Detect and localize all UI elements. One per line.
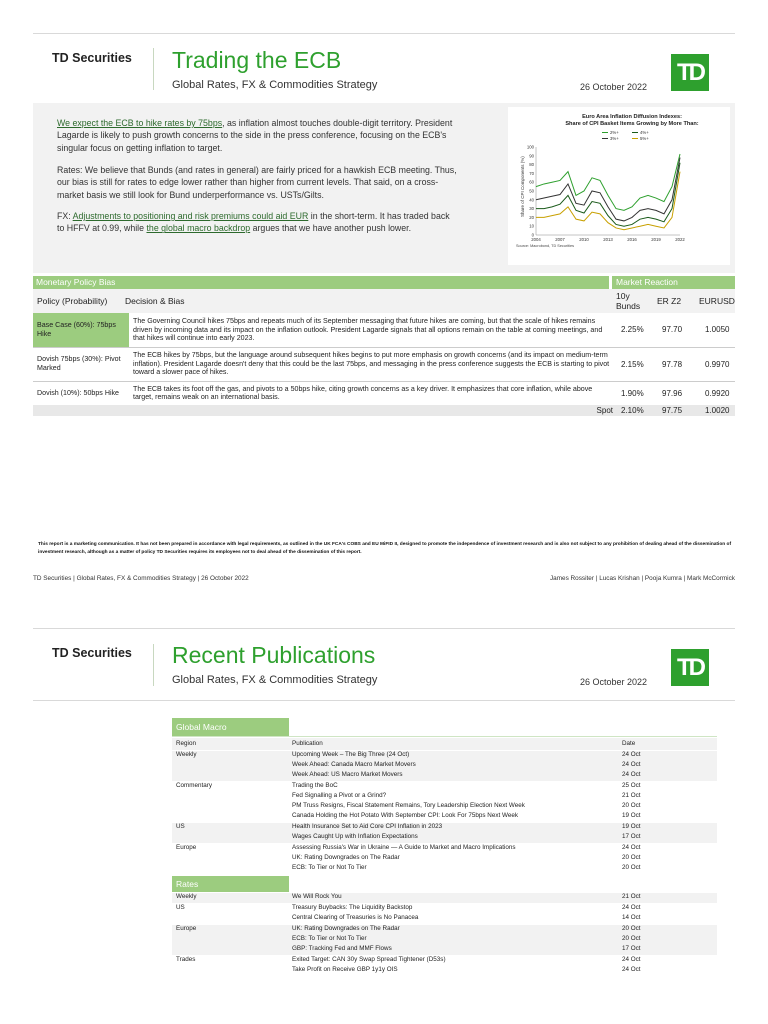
- brand-name-2: TD Securities: [52, 646, 132, 660]
- section-rates: Rates: [172, 876, 289, 892]
- chart-ylabel: Share of CPI Components (%): [520, 156, 525, 217]
- table-row: [172, 925, 717, 936]
- publication-link[interactable]: Treasury Buybacks: The Liquidity Backstop: [292, 904, 413, 911]
- inflation-chart: [508, 107, 730, 265]
- publication-link[interactable]: UK: Rating Downgrades on The Radar: [292, 925, 400, 932]
- header-divider: [153, 48, 154, 90]
- region-cell: [172, 812, 288, 823]
- x-tick-label: 2013: [603, 237, 613, 242]
- table-row: [172, 751, 717, 762]
- publication-link[interactable]: ECB: To Tier or Not To Tier: [292, 864, 367, 871]
- td-logo-2: [671, 649, 709, 686]
- publication-link[interactable]: PM Truss Resigns, Fiscal Statement Remains, Tory Leadership Election Next Week: [292, 802, 525, 809]
- col-region: Region: [176, 740, 196, 747]
- date-cell: 20 Oct: [622, 864, 641, 871]
- td-logo-text-2: TD: [677, 653, 703, 681]
- table-row: [172, 945, 717, 956]
- col-date: Date: [622, 740, 636, 747]
- spot-er: 97.75: [662, 406, 683, 415]
- policy-cell: Dovish (10%): 50bps Hike: [37, 388, 120, 397]
- ecb-hike-link[interactable]: We expect the ECB to hike rates by 75bps: [57, 118, 223, 128]
- date-cell: 20 Oct: [622, 925, 641, 932]
- y-tick-label: 40: [529, 197, 534, 203]
- table-row: [172, 854, 717, 864]
- er-cell: 97.96: [662, 388, 683, 398]
- table-row: [172, 914, 717, 925]
- series-line-5%+: [536, 172, 680, 230]
- date-cell: 24 Oct: [622, 956, 641, 963]
- decision-cell: The ECB hikes by 75bps, but the language around subsequent hikes begins to put more emphasis on growth concerns (and its impact on medium-term inflation). President Lagarde doesn't deny that this could be the last 75bps, and messaging in the press conference suggests the ECB is starting to pivot toward a slower pace of hikes.: [133, 351, 610, 377]
- td-logo: [671, 54, 709, 91]
- footer-authors: James Rossiter | Lucas Krishan | Pooja Kumra | Mark McCormick: [549, 575, 735, 582]
- publication-link[interactable]: ECB: To Tier or Not To Tier: [292, 935, 367, 942]
- table-row: [33, 313, 735, 347]
- policy-table: [33, 313, 735, 416]
- publication-link[interactable]: Take Profit on Receive GBP 1y1y OIS: [292, 966, 398, 973]
- rates-section-row: [172, 874, 717, 893]
- policy-cell: Base Case (60%): 75bps Hike: [33, 313, 129, 347]
- region-cell: [172, 761, 288, 771]
- table-row: [172, 782, 717, 793]
- date-cell: 24 Oct: [622, 904, 641, 911]
- publication-link[interactable]: Trading the BoC: [292, 782, 338, 789]
- page2-header-divider: [33, 700, 735, 701]
- mpb-header-bar: [33, 276, 609, 289]
- table-row: [33, 347, 735, 381]
- table-row: [172, 893, 717, 904]
- global-macro-link[interactable]: the global macro backdrop: [146, 223, 251, 234]
- chart-title-line2: Share of CPI Basket Items Growing by More Than:: [565, 121, 699, 127]
- para3-text-a: FX:: [57, 211, 73, 221]
- publication-link[interactable]: Fed Signalling a Pivot or a Grind?: [292, 792, 387, 799]
- td-logo-text: TD: [677, 58, 703, 86]
- date-cell: 24 Oct: [622, 771, 641, 778]
- header-divider-2: [153, 644, 154, 686]
- mpb-header: Monetary Policy Bias: [36, 277, 116, 287]
- y-tick-label: 60: [529, 179, 534, 185]
- summary-paragraph-3: [57, 210, 457, 235]
- table-row: [172, 761, 717, 771]
- date-cell: 17 Oct: [622, 945, 641, 952]
- region-cell: Europe: [176, 844, 197, 851]
- mr-header-bar: [612, 276, 735, 289]
- mr-header: Market Reaction: [616, 277, 678, 287]
- chart-series: [536, 154, 680, 230]
- table-row: [172, 833, 717, 844]
- date-cell: 21 Oct: [622, 893, 641, 900]
- summary-paragraph-2: Rates: We believe that Bunds (and rates in general) are fairly priced for a hawkish ECB meeting. Thus, our bias is still for rates to edge lower rather than higher from current levels. That said, on a cross-market basis we still look for Bund underperformance vs. USTs/Gilts.: [57, 165, 457, 200]
- para3-text-c: argues that we have another push lower.: [250, 223, 412, 234]
- page-title: Trading the ECB: [172, 47, 342, 73]
- positioning-link[interactable]: Adjustments to positioning and risk premiums could aid EUR: [72, 211, 309, 221]
- region-cell: [172, 914, 288, 925]
- x-tick-label: 2016: [627, 237, 637, 242]
- col-bunds: 10y Bunds: [616, 291, 641, 311]
- publication-link[interactable]: Canada Holding the Hot Potato With September CPI: Look For 75bps Next Week: [292, 812, 518, 819]
- col-decision: Decision & Bias: [125, 296, 185, 306]
- eurusd-cell: 0.9970: [705, 359, 730, 369]
- date-cell: 20 Oct: [622, 935, 641, 942]
- macro-publications: [172, 738, 717, 976]
- y-tick-label: 80: [529, 162, 534, 168]
- para3-text-b: in the short-term. It has traded back to HFFV at 0.99, while: [57, 211, 450, 234]
- table-row: [172, 792, 717, 802]
- date-cell: 14 Oct: [622, 914, 641, 921]
- x-tick-label: 2019: [651, 237, 661, 242]
- report-date-2: 26 October 2022: [580, 677, 648, 687]
- region-cell: [172, 966, 288, 976]
- region-cell: [172, 935, 288, 945]
- y-tick-label: 50: [529, 188, 534, 194]
- table-row: [172, 956, 717, 967]
- section-rule: [172, 736, 717, 737]
- date-cell: 24 Oct: [622, 751, 641, 758]
- series-line-2%+: [536, 154, 680, 210]
- spot-bunds: 2.10%: [621, 406, 644, 415]
- col-policy: Policy (Probability): [37, 296, 108, 306]
- y-tick-label: 90: [529, 153, 534, 159]
- page2-top-border: [33, 628, 735, 629]
- date-cell: 17 Oct: [622, 833, 641, 840]
- date-cell: 25 Oct: [622, 782, 641, 789]
- y-tick-label: 10: [529, 223, 534, 229]
- spot-row: [33, 405, 735, 416]
- table-row: [172, 823, 717, 834]
- date-cell: 24 Oct: [622, 966, 641, 973]
- publications-table: [172, 738, 717, 976]
- region-cell: Commentary: [176, 782, 213, 789]
- spot-eurusd: 1.0020: [705, 406, 730, 415]
- policy-cell: Dovish 75bps (30%): Pivot Marked: [37, 355, 121, 372]
- decision-cell: The Governing Council hikes 75bps and repeats much of its September messaging that future hikes are coming, but that the scale of hikes remains driven by incoming data and its impact on the inflation outlook. President Lagarde signals that all options remain on the table at coming meetings, and that hikes will continue into early 2023.: [133, 317, 603, 342]
- para1-text: , as inflation almost touches double-digit territory. President Lagarde is likely to push growth concerns to the side in the press conference, focusing on the ECB's singular focus on getting inflation to target.: [57, 118, 453, 153]
- table-row: [172, 844, 717, 855]
- date-cell: 20 Oct: [622, 802, 641, 809]
- x-tick-label: 2004: [531, 237, 541, 242]
- date-cell: 24 Oct: [622, 844, 641, 851]
- publication-link[interactable]: Wages Caught Up with Inflation Expectations: [292, 833, 418, 840]
- footer-left: TD Securities | Global Rates, FX & Commodities Strategy | 26 October 2022: [33, 575, 249, 582]
- mpb-col-header-row: [33, 289, 735, 313]
- eurusd-cell: 1.0050: [705, 325, 730, 335]
- y-tick-label: 0: [531, 232, 534, 238]
- series-line-3%+: [536, 158, 680, 221]
- col-eurusd: EURUSD: [699, 296, 735, 306]
- region-cell: [172, 833, 288, 844]
- table-row: [172, 802, 717, 812]
- spot-label: Spot: [596, 406, 613, 415]
- region-cell: [172, 771, 288, 782]
- region-cell: [172, 854, 288, 864]
- page-subtitle: Global Rates, FX & Commodities Strategy: [172, 79, 378, 91]
- publication-link[interactable]: Exited Target: CAN 30y Swap Spread Tightener (D53s): [292, 956, 446, 963]
- region-cell: Weekly: [176, 893, 197, 900]
- region-cell: US: [176, 823, 185, 830]
- table-row: [172, 812, 717, 823]
- page-title-2: Recent Publications: [172, 642, 376, 668]
- publication-link[interactable]: We Will Rock You: [292, 893, 342, 900]
- region-cell: Trades: [176, 956, 196, 963]
- date-cell: 20 Oct: [622, 854, 641, 861]
- col-publication: Publication: [292, 740, 323, 747]
- date-cell: 24 Oct: [622, 761, 641, 768]
- table-row: [172, 904, 717, 915]
- er-cell: 97.78: [662, 359, 683, 369]
- publication-link[interactable]: Central Clearing of Treasuries is No Panacea: [292, 914, 419, 921]
- report-date: 26 October 2022: [580, 82, 648, 92]
- chart-source: Source: Macrobond, TD Securities: [516, 244, 574, 248]
- page-subtitle-2: Global Rates, FX & Commodities Strategy: [172, 674, 378, 686]
- publication-link[interactable]: Upcoming Week – The Big Three (24 Oct): [292, 751, 410, 758]
- y-tick-label: 70: [529, 170, 534, 176]
- x-tick-label: 2022: [675, 237, 685, 242]
- section-global-macro: Global Macro: [176, 722, 227, 732]
- table-row: [33, 381, 735, 405]
- date-cell: 19 Oct: [622, 823, 641, 830]
- legend-label: 3%+: [610, 136, 619, 141]
- table-row: [172, 966, 717, 976]
- publication-link[interactable]: Health Insurance Set to Aid Core CPI Inflation in 2023: [292, 823, 443, 830]
- legend-label: 4%+: [640, 130, 649, 135]
- publication-link[interactable]: Week Ahead: US Macro Market Movers: [292, 771, 403, 778]
- bunds-cell: 1.90%: [621, 388, 644, 398]
- legend-label: 2%+: [610, 130, 619, 135]
- summary-paragraph-1: [57, 117, 457, 154]
- chart-title-line1: Euro Area Inflation Diffusion Indexes:: [582, 114, 682, 120]
- col-er-z2: ER Z2: [657, 296, 682, 306]
- publication-link[interactable]: GBP: Tracking Fed and MMF Flows: [292, 945, 392, 952]
- page1-top-border: [33, 33, 735, 34]
- table-row: [172, 935, 717, 945]
- region-cell: [172, 802, 288, 812]
- y-tick-label: 30: [529, 206, 534, 212]
- date-cell: 21 Oct: [622, 792, 641, 799]
- region-cell: US: [176, 904, 185, 911]
- table-row: [172, 771, 717, 782]
- bunds-cell: 2.25%: [621, 325, 644, 335]
- legend-label: 5%+: [640, 136, 649, 141]
- table-row: [172, 864, 717, 874]
- table-header-row: [172, 738, 717, 751]
- global-macro-tab: [172, 718, 289, 736]
- brand-name: TD Securities: [52, 51, 132, 65]
- publication-link[interactable]: Week Ahead: Canada Macro Market Movers: [292, 761, 416, 768]
- decision-cell: The ECB takes its foot off the gas, and pivots to a 50bps hike, citing growth concerns as a key driver. It emphasizes that core inflation, while above target, remains weak on an international basis.: [133, 384, 593, 402]
- inflation-chart-svg: [508, 107, 730, 265]
- chart-legend: [602, 130, 649, 141]
- y-tick-label: 20: [529, 214, 534, 220]
- disclaimer: This report is a marketing communication. It has not been prepared in accordance with legal requirements, as outlined in the UK FCA's COBS and EU MiFID II, designed to promote the independence of investment research and is also not subject to any prohibition of dealing ahead of the dissemination of investment research, although as a matter of policy TD Securities requires its employees not to deal ahead of the dissemination of this report.: [38, 542, 732, 555]
- x-tick-label: 2010: [579, 237, 589, 242]
- bunds-cell: 2.15%: [621, 359, 644, 369]
- date-cell: 19 Oct: [622, 812, 641, 819]
- x-tick-label: 2007: [555, 237, 565, 242]
- er-cell: 97.70: [662, 325, 683, 335]
- y-tick-label: 100: [526, 144, 534, 150]
- region-cell: Europe: [176, 925, 197, 932]
- region-cell: [172, 792, 288, 802]
- publication-link[interactable]: UK: Rating Downgrades on The Radar: [292, 854, 400, 861]
- publication-link[interactable]: Assessing Russia's War in Ukraine — A Guide to Market and Macro Implications: [292, 844, 516, 851]
- eurusd-cell: 0.9920: [705, 388, 730, 398]
- region-cell: [172, 945, 288, 956]
- region-cell: Weekly: [176, 751, 197, 758]
- region-cell: [172, 864, 288, 874]
